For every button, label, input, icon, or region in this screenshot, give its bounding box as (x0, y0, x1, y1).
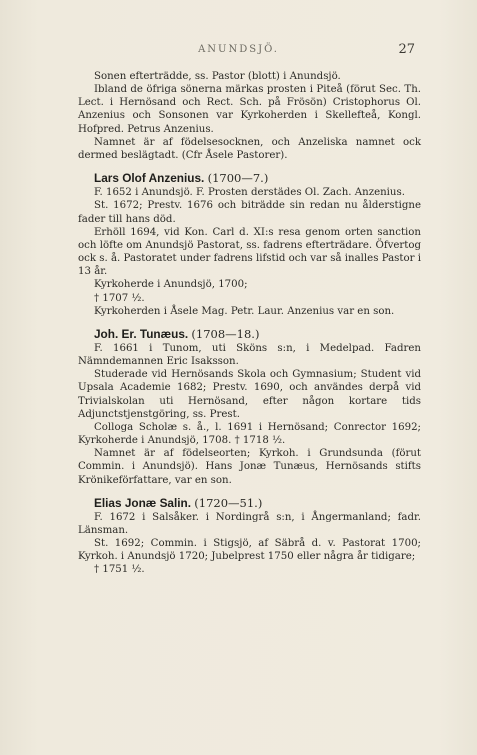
pastor-entry (78, 172, 421, 318)
entry-paragraph: † 1707 ½. (94, 292, 145, 304)
pastor-entry (78, 328, 421, 487)
entry-name: Lars Olof Anzenius. (94, 171, 205, 186)
running-title: ANUNDSJÖ. (198, 44, 279, 55)
intro-paragraph: Ibland de öfriga sönerna märkas prosten i Piteå (förut Sec. Th. Lect. i Hernösand och Rect. Sch. på Frösön) Cristophorus Ol. Anzenius och Sonsonen var Kyrkoherden i Skellefteå, Kongl. Hofpred. Petrus Anzenius. (78, 84, 421, 135)
entry-paragraph: St. 1672; Prestv. 1676 och biträdde sin redan nu ålderstigne fader till hans död. (78, 200, 421, 225)
entry-paragraph: F. 1652 i Anundsjö. F. Prosten derstädes Ol. Zach. Anzenius. (94, 187, 405, 199)
entry-name: Elias Jonæ Salin. (94, 495, 192, 510)
entry-years: (1700—7.) (207, 171, 269, 186)
intro-paragraph: Namnet är af födelsesocknen, och Anzeliska namnet ock dermed beslägtadt. (Cfr Åsele Pastorer). (78, 136, 421, 161)
entry-paragraph: Colloga Scholæ s. å., l. 1691 i Hernösand; Conrector 1692; Kyrkoherde i Anundsjö, 1708. † 1718 ½. (78, 421, 421, 447)
entry-paragraph: † 1751 ½. (94, 564, 145, 576)
entry-heading (78, 328, 421, 342)
entry-paragraph: Studerade vid Hernösands Skola och Gymnasium; Student vid Upsala Academie 1682; Prestv. 1690, och användes derpå vid Trivialskolan uti Hernösand, efter någon kortare tids Adjunctstjenstgöring, ss. Prest. (78, 369, 421, 420)
page-number: 27 (398, 42, 415, 57)
entry-paragraph: St. 1692; Commin. i Stigsjö, af Säbrå d. v. Pastorat 1700; Kyrkoh. i Anundsjö 1720; Jubelprest 1750 eller några år tidigare; (78, 538, 421, 563)
entry-paragraph: F. 1672 i Salsåker. i Nordingrå s:n, i Ångermanland; fadr. Länsman. (78, 511, 421, 536)
entry-paragraph: Erhöll 1694, vid Kon. Carl d. XI:s resa genom orten sanction och löfte om Anundsjö Pastorat, ss. fadrens efterträdare. Öfvertog ock s. å. Pastoratet under fadrens lifstid och var så inalles Pastor i 13 år. (78, 226, 421, 278)
pastor-entry (78, 497, 421, 577)
entry-name: Joh. Er. Tunæus. (94, 326, 189, 341)
entry-years: (1708—18.) (191, 326, 260, 341)
entry-paragraph: Kyrkoherden i Åsele Mag. Petr. Laur. Anzenius var en son. (94, 305, 395, 317)
page-body (78, 70, 421, 577)
entry-heading (78, 172, 421, 186)
entry-paragraph: Namnet är af födelseorten; Kyrkoh. i Grundsunda (förut Commin. i Anundsjö). Hans Jonæ Tunæus, Hernösands stifts Krönikeförfattare, var en son. (78, 448, 421, 486)
entry-heading (78, 497, 421, 511)
entry-years: (1720—51.) (194, 495, 263, 510)
intro-paragraph: Sonen efterträdde, ss. Pastor (blott) i Anundsjö. (94, 71, 341, 82)
entry-paragraph: F. 1661 i Tunom, uti Sköns s:n, i Medelpad. Fadren Nämndemannen Eric Isaksson. (78, 342, 421, 368)
entry-paragraph: Kyrkoherde i Anundsjö, 1700; (94, 279, 248, 291)
